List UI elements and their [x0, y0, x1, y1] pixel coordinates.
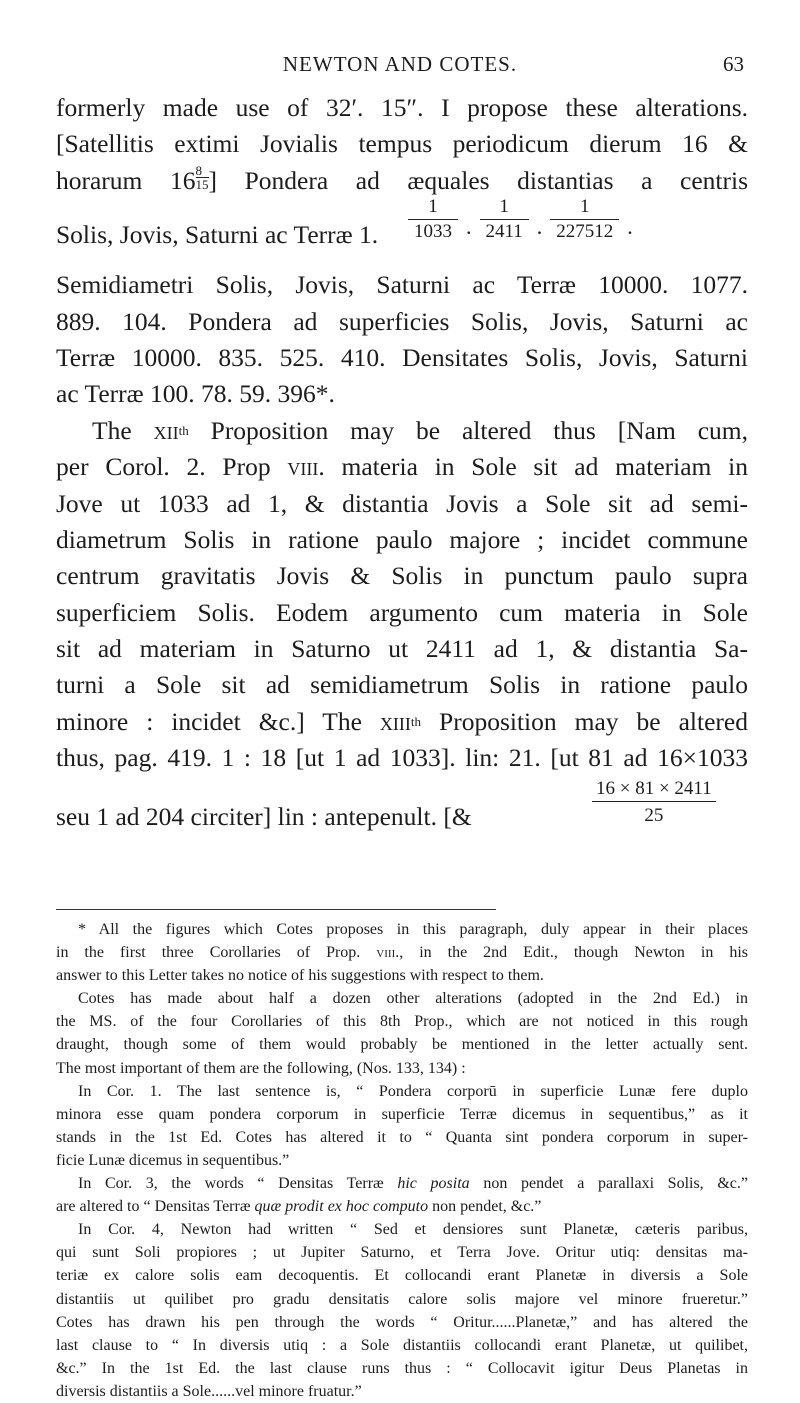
- footnote-line: * All the figures which Cotes proposes in this paragraph, duly appear in their places: [78, 921, 748, 938]
- fraction-numerator: 8: [195, 163, 202, 179]
- footnote-line: &c.” In the 1st Ed. the last clause runs thus : “ Collocavit igitur Deus Planetas in: [56, 1359, 748, 1377]
- text-span: ] Pondera ad æquales distantias a centris: [208, 165, 748, 195]
- text-span: horarum 16: [56, 165, 196, 195]
- page-number: 63: [723, 52, 744, 76]
- running-title: NEWTON AND COTES.: [282, 52, 518, 76]
- text-line: diametrum Solis in ratione paulo majore ; incidet commune: [56, 524, 748, 554]
- footnote-line: qui sunt Soli propiores ; ut Jupiter Saturno, et Terra Jove. Oritur utiq: densitas ma-: [56, 1244, 748, 1262]
- footnote-line: In Cor. 1. The last sentence is, “ Pondera corporū in superficie Lunæ fere duplo: [78, 1082, 748, 1100]
- footnote-line: In Cor. 4, Newton had written “ Sed et densiores sunt Planetæ, cæteris paribus,: [78, 1221, 748, 1239]
- fraction: [480, 195, 529, 245]
- text-line: [56, 704, 748, 740]
- text-line: [Satellitis extimi Jovialis tempus periodicum dierum 16 &: [56, 129, 748, 159]
- fraction-numerator: 1: [428, 196, 438, 218]
- footnote-line: last clause to “ In diversis utiq : a Sole distantiis collocandi erant Planetæ, ut quilibet,: [56, 1336, 748, 1354]
- text-span: are altered to “ Densitas Terræ: [56, 1198, 255, 1216]
- text-span: . materia in Sole sit ad materiam in: [318, 452, 748, 482]
- text-span: minore : incidet &c.] The: [56, 706, 380, 736]
- text-span: per Corol. 2. Prop: [56, 452, 288, 482]
- text-span: Proposition may be altered: [421, 706, 748, 736]
- fraction-denominator: 1033: [408, 219, 458, 244]
- separator-dot: .: [536, 214, 543, 240]
- text-line: Terræ 10000. 835. 525. 410. Densitates Solis, Jovis, Saturni: [56, 342, 748, 372]
- fraction-denominator: 227512: [550, 219, 619, 244]
- footnote-line: the MS. of the four Corollaries of this 8th Prop., which are not noticed in this rough: [56, 1013, 748, 1031]
- text-line: Jove ut 1033 ad 1, & distantia Jovis a Sole sit ad semi-: [56, 488, 748, 518]
- footnote-line: diversis distantiis a Sole......vel minore fruatur.”: [56, 1382, 362, 1400]
- separator-dot: .: [627, 214, 633, 240]
- text-line: sit ad materiam in Saturno ut 2411 ad 1, & distantia Sa-: [56, 634, 748, 664]
- footnote-line: ficie Lunæ dicemus in sequentibus.”: [56, 1151, 290, 1169]
- superscript: th: [410, 713, 422, 729]
- text-span: Solis, Jovis, Saturni ac Terræ 1.: [56, 220, 379, 250]
- text-line: thus, pag. 419. 1 : 18 [ut 1 ad 1033]. lin: 21. [ut 81 ad 16×1033: [56, 743, 748, 773]
- ratio-formula-line: [56, 777, 748, 849]
- footnote-line: distantiis ut quilibet pro gradu densitatis calore solis majore vel minore frueretur.”: [56, 1290, 748, 1308]
- footnote-line: The most important of them are the following, (Nos. 133, 134) :: [56, 1059, 466, 1077]
- fraction-numerator: 1: [499, 196, 509, 218]
- text-line: [56, 449, 748, 485]
- footnote-line: [56, 941, 748, 964]
- text-span: non pendet a parallaxi Solis, &c.”: [469, 1175, 748, 1193]
- footnote-line: answer to this Letter takes no notice of his suggestions with respect to them.: [56, 967, 544, 985]
- footnote-line: [56, 1195, 748, 1218]
- footnote-line: teriæ ex calore solis eam decoquentis. Et collocandi erant Planetæ in diversis a Sole: [56, 1267, 748, 1285]
- roman-numeral: viii: [287, 452, 319, 482]
- text-span: ., in the 2nd Edit., though Newton in his: [395, 944, 749, 962]
- fraction: [408, 195, 458, 245]
- footnote-line: minora esse quam pondera corporum in superficie Terræ dicemus in sequentibus,” as it: [56, 1105, 748, 1123]
- text-line: [56, 163, 748, 199]
- roman-numeral: viii: [376, 944, 396, 962]
- text-line: [56, 413, 748, 449]
- text-span: Proposition may be altered thus [Nam cum,: [188, 415, 748, 445]
- text-line: 889. 104. Pondera ad superficies Solis, Jovis, Saturni ac: [56, 306, 748, 336]
- fraction-numerator: 1: [580, 196, 590, 218]
- text-span: non pendet, &c.”: [428, 1198, 542, 1216]
- main-text: [56, 90, 748, 849]
- footnote-line: draught, though some of them would probably be mentioned in the letter actually sent.: [56, 1036, 748, 1054]
- footnotes: [56, 918, 748, 1403]
- fraction: [550, 195, 619, 245]
- text-line: centrum gravitatis Jovis & Solis in punctum paulo supra: [56, 561, 748, 591]
- footnote-line: Cotes has drawn his pen through the words “ Oritur......Planetæ,” and has altered the: [56, 1313, 748, 1331]
- page-header: [56, 52, 744, 84]
- fraction-numerator: 16 × 81 × 2411: [596, 777, 712, 799]
- fraction-denominator: 15: [195, 177, 209, 193]
- footnote-line: stands in the 1st Ed. Cotes has altered it to “ Quanta sint pondera corporum in super-: [56, 1128, 748, 1146]
- footnote-divider: [56, 909, 496, 910]
- text-span: in the first three Corollaries of Prop.: [56, 944, 377, 962]
- italic-span: quæ prodit ex hoc computo: [254, 1198, 429, 1216]
- footnote-line: Cotes has made about half a dozen other alterations (adopted in the 2nd Ed.) in: [78, 990, 748, 1008]
- text-line: ac Terræ 100. 78. 59. 396*.: [56, 379, 335, 409]
- weights-formula-line: [56, 195, 748, 267]
- text-line: formerly made use of 32′. 15″. I propose these alterations.: [56, 93, 748, 122]
- superscript: th: [178, 422, 189, 438]
- text-line: superficiem Solis. Eodem argumento cum materia in Sole: [56, 597, 748, 627]
- text-line: turni a Sole sit ad semidiametrum Solis in ratione paulo: [56, 670, 748, 700]
- separator-dot: .: [466, 214, 472, 240]
- fraction-denominator: 2411: [480, 219, 529, 244]
- footnote-line: [56, 1172, 748, 1195]
- italic-span: hic posita: [397, 1175, 470, 1193]
- fraction: [592, 777, 716, 828]
- fraction-denominator: 25: [592, 801, 716, 828]
- text-span: The: [92, 415, 154, 445]
- fraction-group: [408, 195, 641, 245]
- text-span: In Cor. 3, the words “ Densitas Terræ: [78, 1175, 398, 1193]
- fraction: [196, 164, 209, 191]
- text-span: seu 1 ad 204 circiter] lin : antepenult. [&: [56, 801, 472, 831]
- roman-numeral: xiii: [379, 706, 411, 736]
- roman-numeral: xii: [153, 415, 179, 445]
- text-line: Semidiametri Solis, Jovis, Saturni ac Terræ 10000. 1077.: [56, 270, 748, 300]
